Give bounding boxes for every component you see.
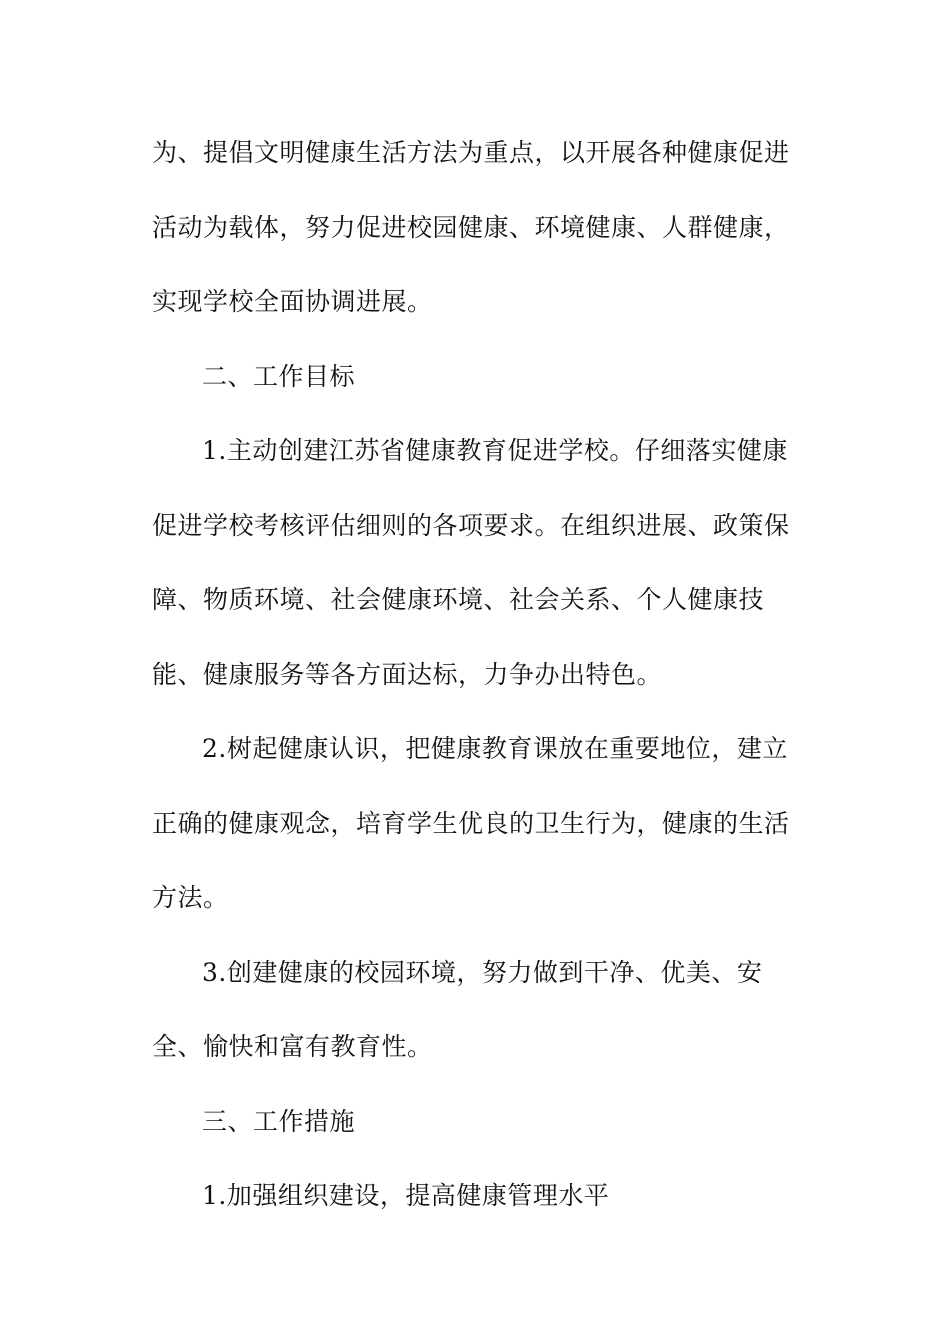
text-line: 能、健康服务等各方面达标，力争办出特色。 <box>152 659 663 689</box>
text-line: 3.创建健康的校园环境，努力做到干净、优美、安 <box>202 957 763 987</box>
text-line: 活动为载体，努力促进校园健康、环境健康、人群健康， <box>152 212 790 242</box>
text-line: 正确的健康观念，培育学生优良的卫生行为，健康的生活 <box>152 808 790 838</box>
text-line: 障、物质环境、社会健康环境、社会关系、个人健康技 <box>152 585 765 614</box>
text-line: 2.树起健康认识，把健康教育课放在重要地位，建立 <box>202 734 788 763</box>
section-heading: 三、工作措施 <box>202 1106 356 1136</box>
text-line: 1.主动创建江苏省健康教育促进学校。仔细落实健康 <box>202 436 788 465</box>
text-line: 为、提倡文明健康生活方法为重点，以开展各种健康促进 <box>152 138 790 167</box>
text-line: 方法。 <box>152 883 229 912</box>
text-line: 全、愉快和富有教育性。 <box>152 1032 433 1061</box>
text-line: 实现学校全面协调进展。 <box>152 287 433 316</box>
section-heading: 二、工作目标 <box>202 361 356 391</box>
text-line: 促进学校考核评估细则的各项要求。在组织进展、政策保 <box>152 510 790 540</box>
document-body <box>152 128 802 1246</box>
text-line: 1.加强组织建设，提高健康管理水平 <box>202 1181 610 1210</box>
